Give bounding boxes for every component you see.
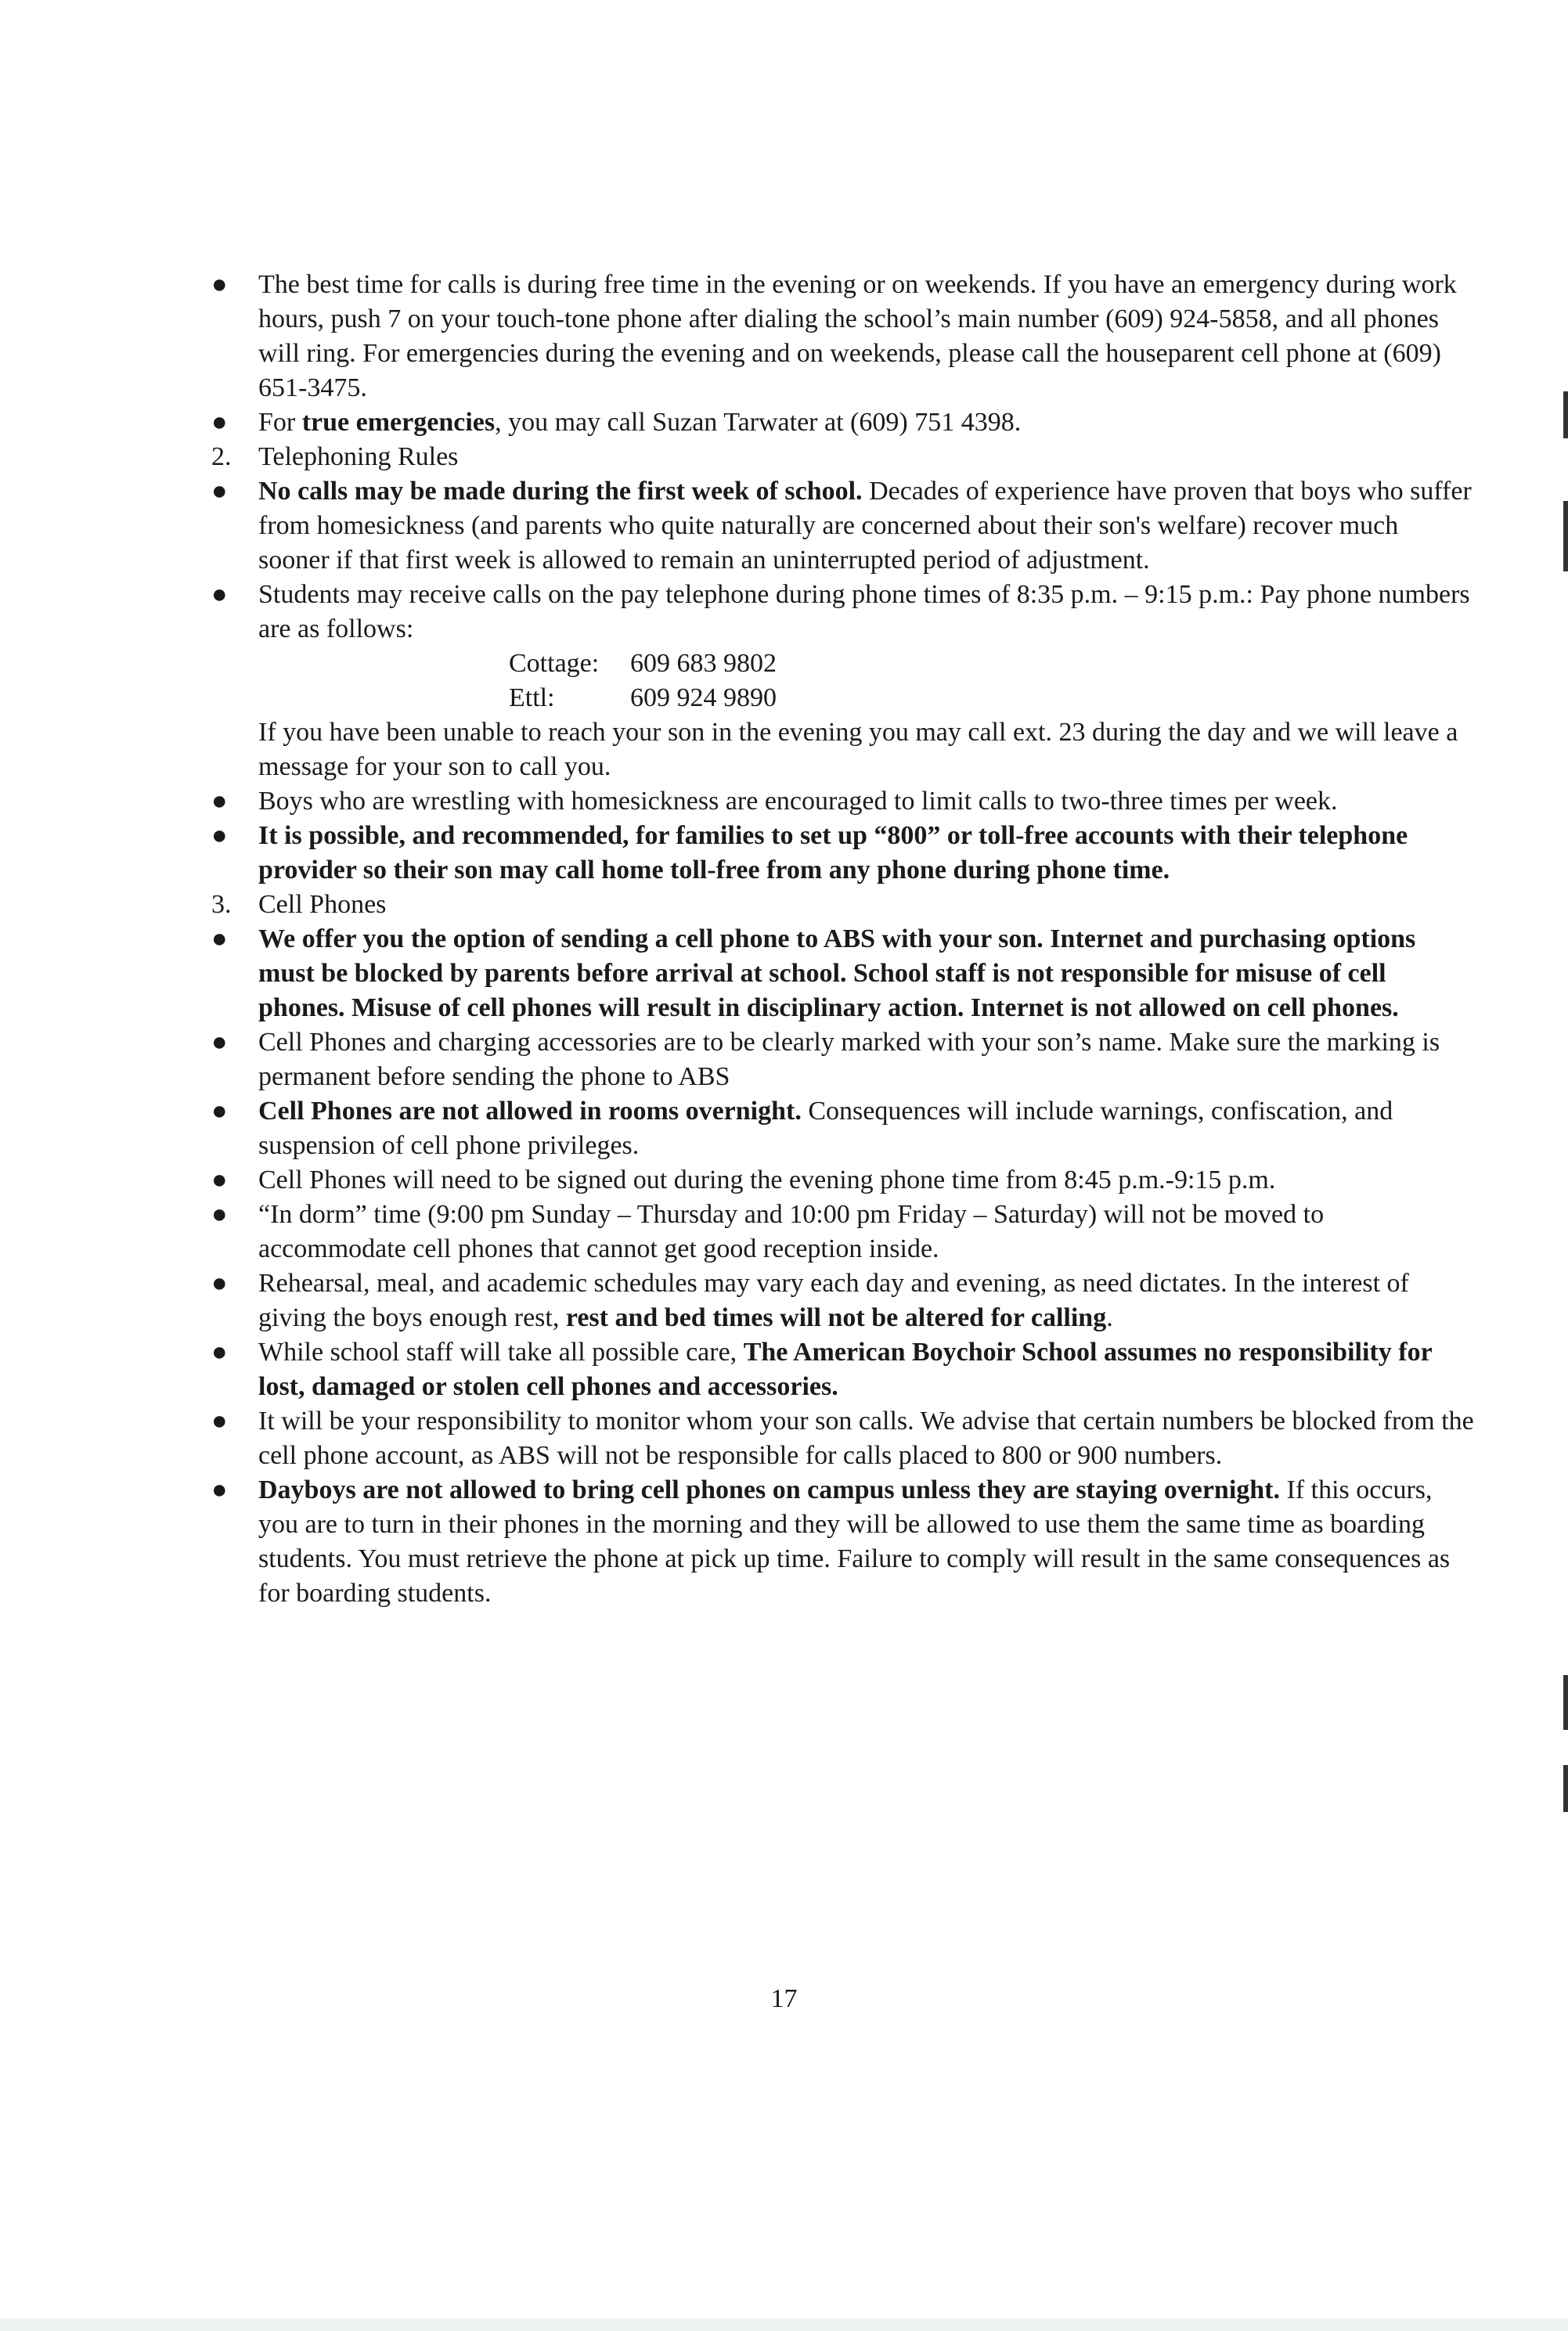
bullet-homesickness xyxy=(211,784,1476,819)
section-heading-cell-phones xyxy=(211,888,1476,922)
text-run: , you may call Suzan Tarwater at (609) 751 4398. xyxy=(495,408,1022,437)
bullet-icon: ● xyxy=(211,580,228,609)
scan-bottom-edge xyxy=(0,2318,1568,2331)
bold-text: Cell Phones are not allowed in rooms overnight. xyxy=(258,1097,802,1126)
text-run: If this occurs, you are to turn in their phones in the morning and they will be allowed to use them the same time as boarding students. You must retrieve the phone at pick up time. Failure to comply will result in the same consequences as for boarding students. xyxy=(258,1475,1451,1608)
bold-text: Dayboys are not allowed to bring cell phones on campus unless they are staying overnight. xyxy=(258,1475,1280,1504)
bold-text: true emergencies xyxy=(301,408,496,437)
bullet-pay-phone-times xyxy=(211,578,1476,647)
page-number: 17 xyxy=(770,1984,798,2013)
phone-row-ettl xyxy=(509,681,1476,715)
text-run: It will be your responsibility to monitor whom your son calls. We advise that certain numbers be blocked from the cell phone account, as ABS will not be responsible for calls placed to 800 or 900 numbers. xyxy=(258,1407,1474,1470)
bold-text: We offer you the option of sending a cell phone to ABS with your son. Internet and purchasing options must be blocked by parents before arrival at school. School staff is not responsible for misuse of cell phones. Misuse of cell phones will result in disciplinary action. Internet is not allowed on cell phones. xyxy=(258,924,1416,1022)
bullet-text xyxy=(258,408,1021,437)
bullet-icon: ● xyxy=(211,924,228,953)
bullet-text xyxy=(258,1407,1474,1470)
section-number: 3. xyxy=(211,890,232,919)
bold-text: No calls may be made during the first week of school. xyxy=(258,477,863,506)
contact-bullet-list xyxy=(211,268,1476,440)
bullet-text xyxy=(258,1200,1324,1263)
cell-phone-bullet xyxy=(211,1094,1476,1163)
cell-phone-bullet xyxy=(211,1198,1476,1266)
text-run: “In dorm” time (9:00 pm Sunday – Thursday and 10:00 pm Friday – Saturday) will not be moved to accommodate cell phones that cannot get good reception inside. xyxy=(258,1200,1325,1263)
pay-phone-numbers xyxy=(509,647,1476,715)
scan-edge-mark xyxy=(1563,391,1568,438)
bullet-icon: ● xyxy=(211,1269,228,1298)
bullet-text xyxy=(258,1028,1440,1091)
bullet-text xyxy=(258,1269,1409,1332)
scan-edge-mark xyxy=(1563,1675,1568,1730)
bullet-icon: ● xyxy=(211,821,228,850)
phone-number: 609 683 9802 xyxy=(630,649,777,678)
bold-text: rest and bed times will not be altered for calling xyxy=(565,1303,1107,1332)
bullet-icon: ● xyxy=(211,270,228,299)
cell-phone-bullet xyxy=(211,1163,1476,1198)
page-content xyxy=(211,268,1476,1611)
phone-row-cottage xyxy=(509,647,1476,681)
text-run: Decades of experience have proven that boys who suffer from homesickness (and parents who quite naturally are concerned about their son's welfare) recover much sooner if that first week is allowed to remain an uninterrupted period of adjustment. xyxy=(258,477,1472,575)
text-run: Rehearsal, meal, and academic schedules may vary each day and evening, as need dictates. In the interest of giving the boys enough rest, xyxy=(258,1269,1409,1332)
cell-phone-bullet xyxy=(211,1404,1476,1473)
section-number: 2. xyxy=(211,442,232,471)
phone-label: Cottage: xyxy=(509,649,600,678)
bullet-text xyxy=(258,1166,1275,1194)
cell-phone-bullet xyxy=(211,1473,1476,1611)
section-heading-telephoning-rules xyxy=(211,440,1476,474)
scan-edge-mark xyxy=(1563,501,1568,571)
bullet-text xyxy=(258,477,1472,575)
bullet-first-week-rule xyxy=(211,474,1476,578)
text-run: The best time for calls is during free time in the evening or on weekends. If you have an emergency during work hours, push 7 on your touch-tone phone after dialing the school’s main number (609) 924-5858, and all phones will ring. For emergencies during the evening and on weekends, please call the houseparent cell phone at (609) 651-3475. xyxy=(258,270,1457,402)
bullet-text xyxy=(258,270,1457,402)
bullet-text xyxy=(258,1338,1432,1401)
text-run: While school staff will take all possible care, xyxy=(258,1338,744,1367)
bullet-text: Boys who are wrestling with homesickness are encouraged to limit calls to two-three times per week. xyxy=(258,787,1338,816)
ext-23-note: If you have been unable to reach your son in the evening you may call ext. 23 during the day and we will leave a message for your son to call you. xyxy=(258,718,1458,781)
text-run: . xyxy=(1106,1303,1113,1332)
bullet-icon: ● xyxy=(211,1097,228,1126)
bullet-icon: ● xyxy=(211,1338,228,1367)
text-run: For xyxy=(258,408,302,437)
bold-text: The American Boychoir School assumes no responsibility for lost, damaged or stolen cell phones and accessories. xyxy=(258,1338,1433,1401)
text-run: Consequences will include warnings, confiscation, and suspension of cell phone privileges. xyxy=(258,1097,1393,1160)
bullet-icon: ● xyxy=(211,408,228,437)
bullet-icon: ● xyxy=(211,1166,228,1194)
bullet-icon: ● xyxy=(211,1475,228,1504)
cell-phone-bullet xyxy=(211,1266,1476,1335)
bullet-icon: ● xyxy=(211,1028,228,1057)
bullet-text xyxy=(258,1097,1393,1160)
text-run: Cell Phones and charging accessories are to be clearly marked with your son’s name. Make sure the marking is permanent before sending the phone to ABS xyxy=(258,1028,1440,1091)
text-run: Cell Phones will need to be signed out during the evening phone time from 8:45 p.m.-9:15 p.m. xyxy=(258,1166,1276,1194)
bullet-toll-free xyxy=(211,819,1476,888)
bullet-text xyxy=(258,924,1415,1022)
cell-phone-bullet xyxy=(211,1025,1476,1094)
cell-phone-bullet-list xyxy=(211,922,1476,1611)
cell-phone-bullet xyxy=(211,1335,1476,1404)
bullet-text xyxy=(258,1475,1450,1608)
cell-phone-bullet xyxy=(211,922,1476,1025)
contact-bullet xyxy=(211,405,1476,440)
section-title: Cell Phones xyxy=(258,890,387,919)
bullet-icon: ● xyxy=(211,477,228,506)
bullet-text: Students may receive calls on the pay telephone during phone times of 8:35 p.m. – 9:15 p.m.: Pay phone numbers are as follows: xyxy=(258,580,1470,643)
bullet-icon: ● xyxy=(211,1200,228,1229)
phone-label: Ettl: xyxy=(509,683,555,712)
phone-number: 609 924 9890 xyxy=(630,683,777,712)
section-title: Telephoning Rules xyxy=(258,442,459,471)
scan-edge-mark xyxy=(1563,1765,1568,1812)
contact-bullet xyxy=(211,268,1476,405)
bullet-icon: ● xyxy=(211,787,228,816)
bullet-text: It is possible, and recommended, for families to set up “800” or toll-free accounts with their telephone provider so their son may call home toll-free from any phone during phone time. xyxy=(258,821,1408,884)
bullet-icon: ● xyxy=(211,1407,228,1436)
